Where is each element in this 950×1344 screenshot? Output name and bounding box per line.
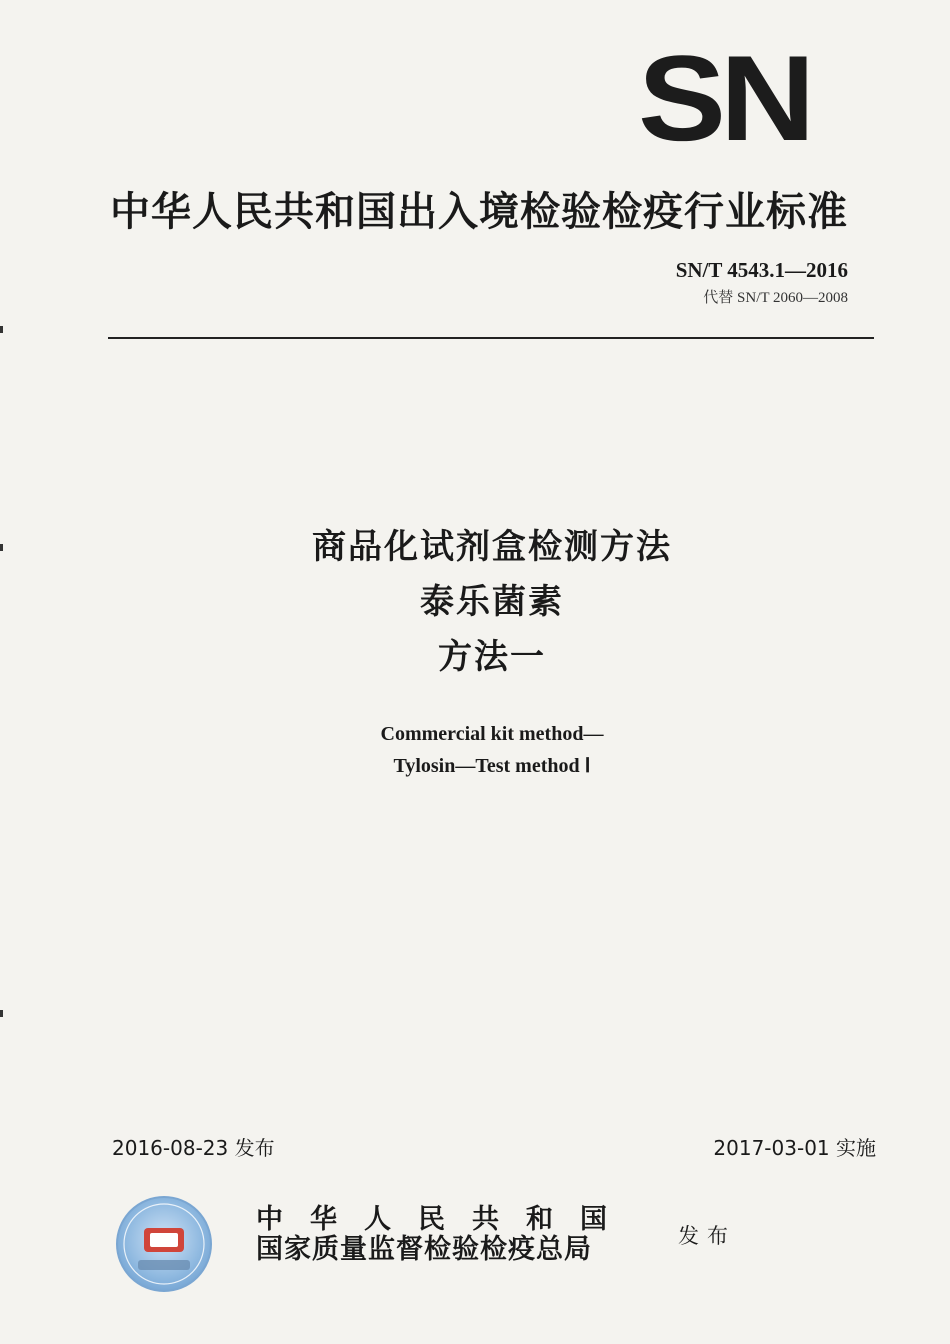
sn-logo: SN bbox=[638, 30, 810, 166]
chinese-title bbox=[0, 520, 950, 685]
anti-counterfeit-seal-icon bbox=[116, 1196, 212, 1292]
publish-label: 发布 bbox=[678, 1224, 736, 1248]
title-line: 泰乐菌素 bbox=[420, 582, 564, 622]
title-line: 方法一 bbox=[438, 637, 546, 677]
standard-number: SN/T 4543.1—2016 bbox=[675, 258, 848, 282]
org-title: 中华人民共和国出入境检验检疫行业标准 bbox=[110, 189, 848, 235]
replaces-standard: 代替 SN/T 2060—2008 bbox=[703, 290, 848, 306]
title-line: 商品化试剂盒检测方法 bbox=[312, 527, 672, 567]
publisher-line: 国家质量监督检验检疫总局 bbox=[256, 1234, 592, 1265]
edge-mark bbox=[0, 1010, 3, 1017]
divider-line bbox=[108, 337, 874, 339]
edge-mark bbox=[0, 326, 3, 333]
english-title-line: Tylosin—Test method Ⅰ bbox=[393, 755, 591, 777]
publisher-line: 中华人民共和国 bbox=[256, 1204, 634, 1235]
effective-date: 2017-03-01 实施 bbox=[713, 1136, 876, 1160]
english-title bbox=[0, 718, 950, 782]
issue-date: 2016-08-23 发布 bbox=[112, 1136, 275, 1160]
publisher bbox=[256, 1205, 634, 1265]
english-title-line: Commercial kit method— bbox=[380, 723, 604, 745]
